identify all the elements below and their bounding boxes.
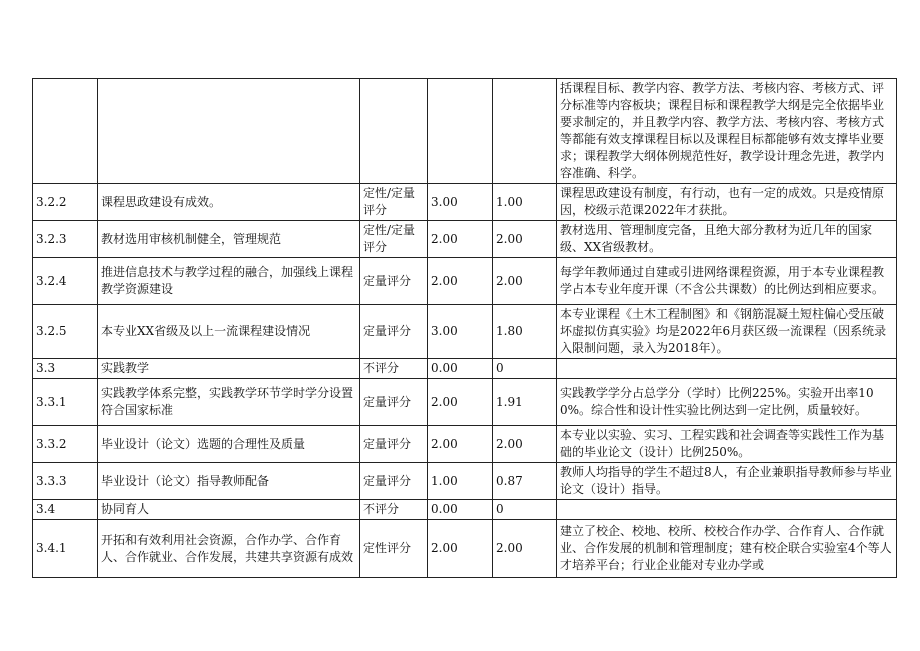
remarks-cell: 教材选用、管理制度完备，且绝大部分教材为近几年的国家级、XX省级教材。 xyxy=(557,221,897,258)
table-row xyxy=(33,184,897,221)
full-score-cell: 2.00 xyxy=(428,520,493,578)
remarks-cell: 括课程目标、教学内容、教学方法、考核内容、考核方式、评分标准等内容板块；课程目标和课程教学大纲是完全依据毕业要求制定的，并且教学内容、教学方法、考核内容、考核方式等都能有效支撑课程目标以及课程目标都能够有效支撑毕业要求；课程教学大纲体例规范性好，教学设计理念先进，教学内容准确、科学。 xyxy=(557,79,897,184)
full-score-cell: 2.00 xyxy=(428,379,493,426)
remarks-cell: 建立了校企、校地、校所、校校合作办学、合作育人、合作就业、合作发展的机制和管理制度；建有校企联合实验室4个等人才培养平台；行业企业能对专业办学或 xyxy=(557,520,897,578)
item-code-cell: 3.2.2 xyxy=(33,184,98,221)
actual-score-cell: 2.00 xyxy=(493,426,557,463)
table-row xyxy=(33,520,897,578)
actual-score-cell: 0 xyxy=(493,500,557,520)
actual-score-cell: 1.00 xyxy=(493,184,557,221)
table-row xyxy=(33,79,897,184)
remarks-cell xyxy=(557,359,897,379)
evaluation-type-cell xyxy=(360,79,428,184)
item-description-cell: 实践教学 xyxy=(98,359,360,379)
item-description-cell: 协同育人 xyxy=(98,500,360,520)
full-score-cell xyxy=(428,79,493,184)
item-code-cell: 3.3.2 xyxy=(33,426,98,463)
table-row xyxy=(33,426,897,463)
full-score-cell: 3.00 xyxy=(428,305,493,359)
full-score-cell: 2.00 xyxy=(428,426,493,463)
evaluation-type-cell: 定性/定量评分 xyxy=(360,184,428,221)
evaluation-type-cell: 定量评分 xyxy=(360,379,428,426)
evaluation-table xyxy=(32,78,897,578)
evaluation-type-cell: 定量评分 xyxy=(360,426,428,463)
table-row xyxy=(33,463,897,500)
remarks-cell xyxy=(557,500,897,520)
evaluation-table-body xyxy=(33,79,897,578)
evaluation-type-cell: 定量评分 xyxy=(360,463,428,500)
table-row xyxy=(33,379,897,426)
evaluation-type-cell: 不评分 xyxy=(360,500,428,520)
item-code-cell: 3.4.1 xyxy=(33,520,98,578)
evaluation-type-cell: 定量评分 xyxy=(360,258,428,305)
item-code-cell: 3.2.5 xyxy=(33,305,98,359)
item-description-cell: 教材选用审核机制健全，管理规范 xyxy=(98,221,360,258)
item-description-cell: 毕业设计（论文）指导教师配备 xyxy=(98,463,360,500)
evaluation-type-cell: 定性评分 xyxy=(360,520,428,578)
full-score-cell: 3.00 xyxy=(428,184,493,221)
item-code-cell: 3.3 xyxy=(33,359,98,379)
item-description-cell: 推进信息技术与教学过程的融合，加强线上课程教学资源建设 xyxy=(98,258,360,305)
remarks-cell: 实践教学学分占总学分（学时）比例225%。实验开出率100%。综合性和设计性实验比例达到一定比例，质量较好。 xyxy=(557,379,897,426)
remarks-cell: 教师人均指导的学生不超过8人，有企业兼职指导教师参与毕业论文（设计）指导。 xyxy=(557,463,897,500)
full-score-cell: 2.00 xyxy=(428,258,493,305)
item-description-cell: 本专业XX省级及以上一流课程建设情况 xyxy=(98,305,360,359)
actual-score-cell: 2.00 xyxy=(493,258,557,305)
item-description-cell: 毕业设计（论文）选题的合理性及质量 xyxy=(98,426,360,463)
item-description-cell xyxy=(98,79,360,184)
table-row xyxy=(33,221,897,258)
item-description-cell: 课程思政建设有成效。 xyxy=(98,184,360,221)
table-row xyxy=(33,258,897,305)
actual-score-cell: 1.80 xyxy=(493,305,557,359)
remarks-cell: 课程思政建设有制度，有行动，也有一定的成效。只是疫情原因，校级示范课2022年才获批。 xyxy=(557,184,897,221)
remarks-cell: 本专业以实验、实习、工程实践和社会调查等实践性工作为基础的毕业论文（设计）比例250%。 xyxy=(557,426,897,463)
table-row xyxy=(33,359,897,379)
item-code-cell: 3.4 xyxy=(33,500,98,520)
item-code-cell: 3.2.4 xyxy=(33,258,98,305)
full-score-cell: 1.00 xyxy=(428,463,493,500)
table-row xyxy=(33,305,897,359)
actual-score-cell: 0 xyxy=(493,359,557,379)
evaluation-type-cell: 定性/定量评分 xyxy=(360,221,428,258)
full-score-cell: 0.00 xyxy=(428,359,493,379)
remarks-cell: 本专业课程《土木工程制图》和《钢筋混凝土短柱偏心受压破坏虚拟仿真实验》均是2022年6月获区级一流课程（因系统录入限制问题，录入为2018年）。 xyxy=(557,305,897,359)
item-code-cell xyxy=(33,79,98,184)
actual-score-cell xyxy=(493,79,557,184)
table-row xyxy=(33,500,897,520)
actual-score-cell: 2.00 xyxy=(493,221,557,258)
item-description-cell: 实践教学体系完整，实践教学环节学时学分设置符合国家标准 xyxy=(98,379,360,426)
full-score-cell: 2.00 xyxy=(428,221,493,258)
evaluation-type-cell: 定量评分 xyxy=(360,305,428,359)
item-description-cell: 开拓和有效利用社会资源，合作办学、合作育人、合作就业、合作发展，共建共享资源有成效 xyxy=(98,520,360,578)
item-code-cell: 3.3.3 xyxy=(33,463,98,500)
remarks-cell: 每学年教师通过自建或引进网络课程资源，用于本专业课程教学占本专业年度开课（不含公共课数）的比例达到相应要求。 xyxy=(557,258,897,305)
item-code-cell: 3.2.3 xyxy=(33,221,98,258)
item-code-cell: 3.3.1 xyxy=(33,379,98,426)
actual-score-cell: 1.91 xyxy=(493,379,557,426)
actual-score-cell: 2.00 xyxy=(493,520,557,578)
full-score-cell: 0.00 xyxy=(428,500,493,520)
evaluation-type-cell: 不评分 xyxy=(360,359,428,379)
actual-score-cell: 0.87 xyxy=(493,463,557,500)
